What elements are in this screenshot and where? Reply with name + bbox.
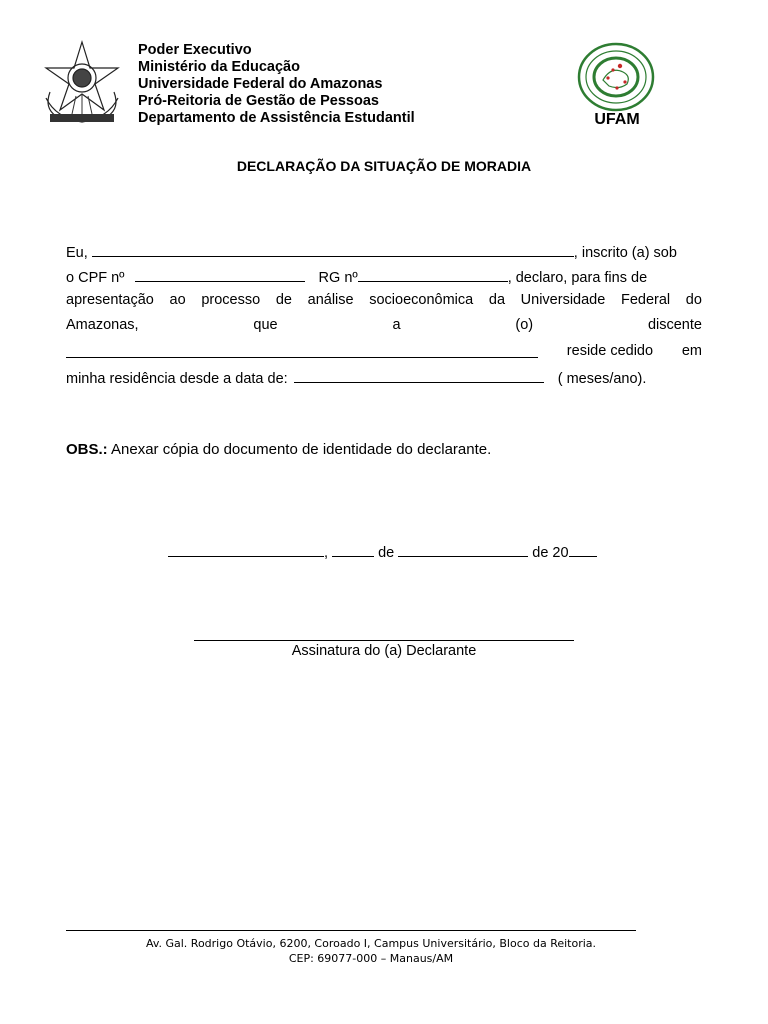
footer-address-line-1: Av. Gal. Rodrigo Otávio, 6200, Coroado I, Campus Universitário, Bloco da Reitoria. [145,937,597,950]
observation-text: Anexar cópia do documento de identidade do declarante. [107,441,492,458]
ufam-logo-label: UFAM [594,111,640,128]
observation-note [66,441,491,458]
header-line-5: Departamento de Assistência Estudantil [138,110,415,126]
header-line-4: Pró-Reitoria de Gestão de Pessoas [138,93,379,109]
header-line-3: Universidade Federal do Amazonas [138,76,383,92]
header-institution-lines [138,42,478,127]
date-line: , de de 20 [168,542,597,561]
name-field[interactable] [92,242,574,257]
footer-address [66,936,676,966]
brazil-coat-of-arms-icon [36,38,128,130]
footer-address-line-2: CEP: 69077-000 – Manaus/AM [288,952,454,965]
body-line-2: o CPF nº RG nº , declaro, para fins de [66,267,702,286]
body-line-3: apresentação ao processo de análise socioeconômica da Universidade Federal do [66,292,702,308]
year-field[interactable] [569,542,597,557]
day-field[interactable] [332,542,374,557]
month-field[interactable] [398,542,528,557]
city-field[interactable] [168,542,324,557]
header-line-2: Ministério da Educação [138,59,300,75]
cpf-field[interactable] [135,267,305,282]
student-name-field[interactable] [66,343,538,358]
signature-line[interactable] [194,640,574,641]
body-line-6: minha residência desde a data de: ( meses/ano). [66,368,702,387]
signature-label: Assinatura do (a) Declarante [291,643,477,659]
body-line-1: Eu, , inscrito (a) sob [66,242,702,261]
since-date-field[interactable] [294,368,544,383]
header-line-1: Poder Executivo [138,42,252,58]
body-line-5: reside cedido em [66,343,702,359]
body-line-4: Amazonas, que a (o) discente [66,317,702,333]
rg-field[interactable] [358,267,508,282]
document-title: DECLARAÇÃO DA SITUAÇÃO DE MORADIA [236,158,532,174]
footer-divider [66,930,636,931]
observation-label: OBS.: [66,441,108,458]
ufam-seal-icon [573,42,659,112]
